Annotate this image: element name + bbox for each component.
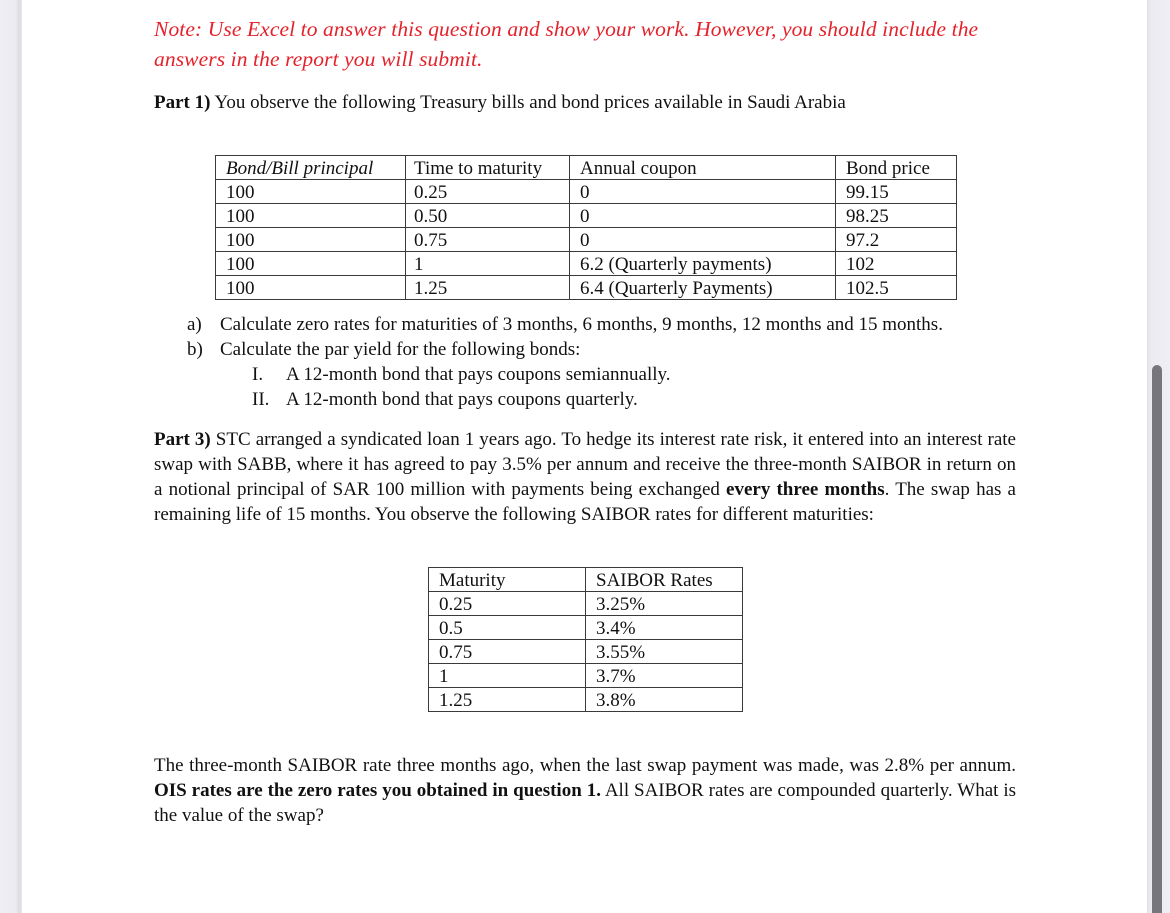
left-page-gutter xyxy=(0,0,22,913)
cell-rate: 3.55% xyxy=(586,640,743,664)
question-text: Calculate the par yield for the following bonds: xyxy=(220,339,581,360)
part3-text-2: . The swap has a remaining life of 15 months. You observe the following SAIBOR rates for different maturities: xyxy=(154,479,1016,525)
final-bold: OIS rates are the zero rates you obtained in question 1. xyxy=(154,780,601,801)
header-saibor: SAIBOR Rates xyxy=(586,568,743,592)
question-text: Calculate zero rates for maturities of 3 months, 6 months, 9 months, 12 months and 15 months. xyxy=(220,314,943,335)
cell-price: 102.5 xyxy=(836,276,957,300)
saibor-rates-table xyxy=(428,567,743,712)
table-row xyxy=(429,616,743,640)
header-principal: Bond/Bill principal xyxy=(216,156,406,180)
sub-question-text: A 12-month bond that pays coupons quarterly. xyxy=(286,389,638,410)
header-coupon: Annual coupon xyxy=(570,156,836,180)
cell-coupon: 0 xyxy=(570,204,836,228)
header-price: Bond price xyxy=(836,156,957,180)
table-row xyxy=(216,180,957,204)
cell-coupon: 0 xyxy=(570,180,836,204)
cell-principal: 100 xyxy=(216,180,406,204)
cell-rate: 3.4% xyxy=(586,616,743,640)
cell-maturity: 1.25 xyxy=(406,276,570,300)
cell-maturity: 0.50 xyxy=(406,204,570,228)
cell-principal: 100 xyxy=(216,276,406,300)
cell-principal: 100 xyxy=(216,204,406,228)
cell-maturity: 0.75 xyxy=(406,228,570,252)
question-marker: a) xyxy=(187,314,202,335)
table-row xyxy=(429,592,743,616)
part3-text-1: STC arranged a syndicated loan 1 years ago. To hedge its interest rate risk, it entered into an interest rate swap with SABB, where it has agreed to pay 3.5% per annum and receive the three-month SAIBOR in return on a notional principal of SAR 100 million with payments being exchanged xyxy=(154,429,1016,500)
cell-maturity: 1.25 xyxy=(429,688,586,712)
question-marker: b) xyxy=(187,339,203,360)
cell-coupon: 6.2 (Quarterly payments) xyxy=(570,252,836,276)
cell-maturity: 1 xyxy=(429,664,586,688)
cell-price: 97.2 xyxy=(836,228,957,252)
sub-question-i xyxy=(252,362,671,387)
table-row xyxy=(216,228,957,252)
table-header-row xyxy=(216,156,957,180)
cell-price: 102 xyxy=(836,252,957,276)
cell-rate: 3.7% xyxy=(586,664,743,688)
cell-maturity: 0.25 xyxy=(406,180,570,204)
cell-coupon: 6.4 (Quarterly Payments) xyxy=(570,276,836,300)
table-row xyxy=(429,688,743,712)
final-text-1: The three-month SAIBOR rate three months ago, when the last swap payment was made, was 2.8% per annum. xyxy=(154,755,1016,776)
sub-question-marker: I. xyxy=(252,364,264,385)
question-b xyxy=(187,337,580,362)
instruction-note: Note: Use Excel to answer this question and show your work. However, you should include the answers in the report you will submit. xyxy=(154,17,979,71)
sub-question-ii xyxy=(252,387,638,412)
part1-intro-text: You observe the following Treasury bills and bond prices available in Saudi Arabia xyxy=(210,92,846,113)
part3-label: Part 3) xyxy=(154,429,211,450)
scrollbar-thumb[interactable] xyxy=(1152,365,1162,913)
bond-price-table xyxy=(215,155,957,300)
part3-bold-1: every three months xyxy=(726,479,885,500)
cell-price: 98.25 xyxy=(836,204,957,228)
final-question-paragraph xyxy=(154,753,1016,828)
sub-question-marker: II. xyxy=(252,389,270,410)
header-maturity: Time to maturity xyxy=(406,156,570,180)
cell-coupon: 0 xyxy=(570,228,836,252)
part3-paragraph xyxy=(154,427,1016,527)
cell-rate: 3.8% xyxy=(586,688,743,712)
table-row xyxy=(216,204,957,228)
table-row xyxy=(216,276,957,300)
table-row xyxy=(216,252,957,276)
final-text-2: All SAIBOR rates are compounded quarterly. What is the value of the swap? xyxy=(154,780,1016,826)
cell-maturity: 1 xyxy=(406,252,570,276)
table-row xyxy=(429,640,743,664)
cell-rate: 3.25% xyxy=(586,592,743,616)
sub-question-text: A 12-month bond that pays coupons semiannually. xyxy=(286,364,671,385)
part1-intro xyxy=(154,90,1034,115)
cell-maturity: 0.75 xyxy=(429,640,586,664)
cell-principal: 100 xyxy=(216,252,406,276)
table-row xyxy=(429,664,743,688)
part1-label: Part 1) xyxy=(154,92,211,113)
cell-price: 99.15 xyxy=(836,180,957,204)
question-a xyxy=(187,312,943,337)
header-maturity: Maturity xyxy=(429,568,586,592)
cell-maturity: 0.5 xyxy=(429,616,586,640)
cell-maturity: 0.25 xyxy=(429,592,586,616)
cell-principal: 100 xyxy=(216,228,406,252)
table-header-row xyxy=(429,568,743,592)
